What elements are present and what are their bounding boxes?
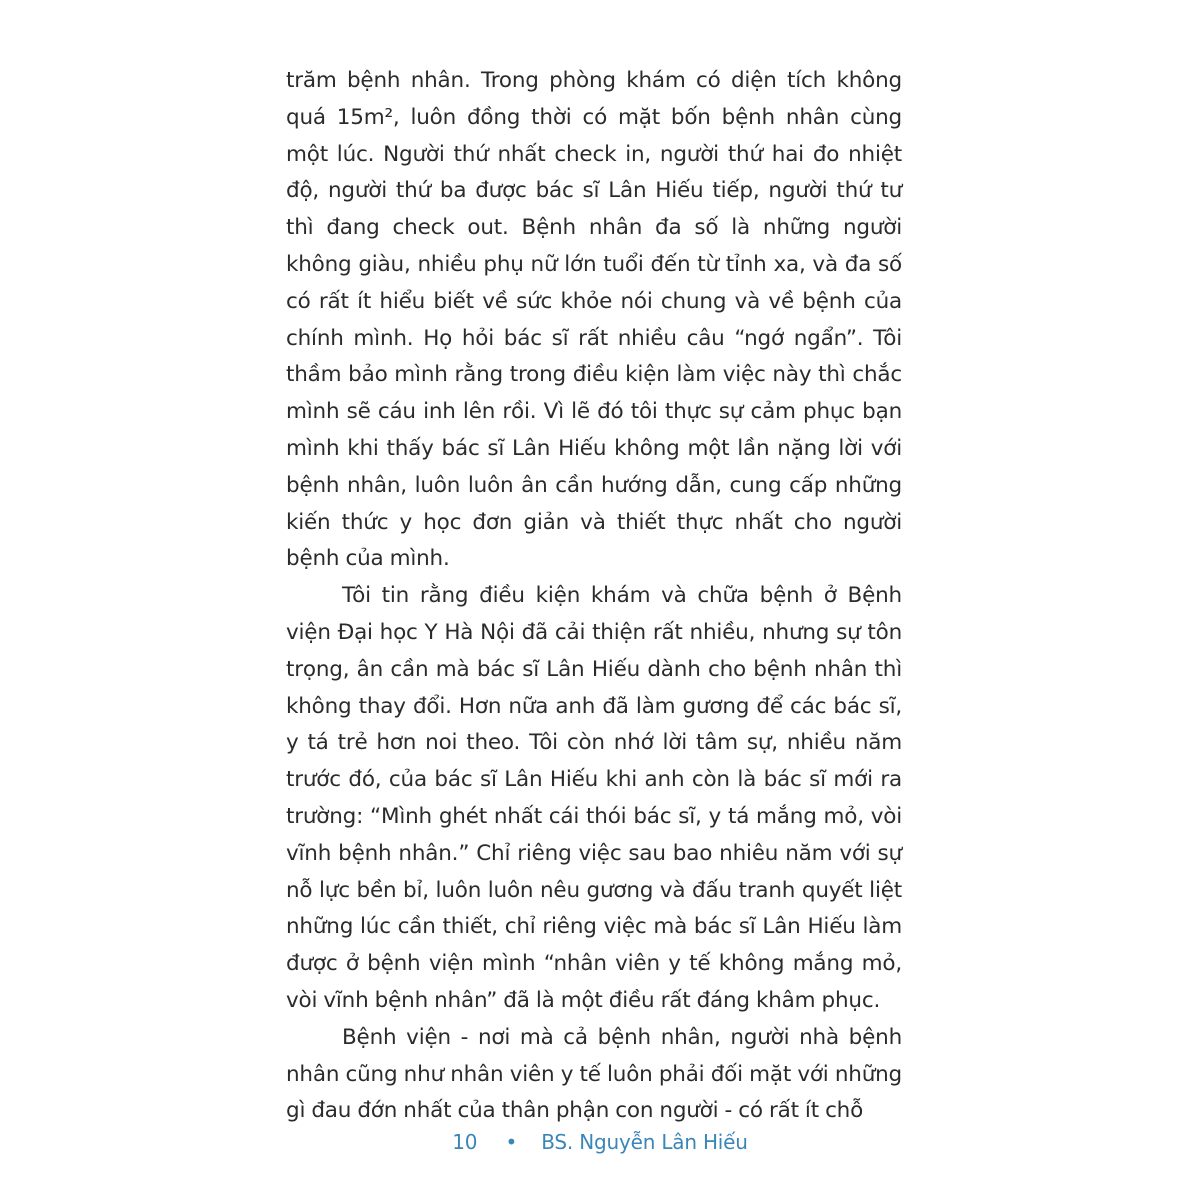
paragraph-1: trăm bệnh nhân. Trong phòng khám có diện tích không quá 15m², luôn đồng thời có mặt bốn bệnh nhân cùng một lúc. Người thứ nhất check in, người thứ hai đo nhiệt độ, người thứ ba được bác sĩ Lân Hiếu tiếp, người thứ tư thì đang check out. Bệnh nhân đa số là những người không giàu, nhiều phụ nữ lớn tuổi đến từ tỉnh xa, và đa số có rất ít hiểu biết về sức khỏe nói chung và về bệnh của chính mình. Họ hỏi bác sĩ rất nhiều câu “ngớ ngẩn”. Tôi thầm bảo mình rằng trong điều kiện làm việc này thì chắc mình sẽ cáu inh lên rồi. Vì lẽ đó tôi thực sự cảm phục bạn mình khi thấy bác sĩ Lân Hiếu không một lần nặng lời với bệnh nhân, luôn luôn ân cần hướng dẫn, cung cấp những kiến thức y học đơn giản và thiết thực nhất cho người bệnh của mình. xyxy=(286,68,902,572)
page-footer xyxy=(0,1130,1200,1154)
page-number: 10 xyxy=(452,1130,478,1154)
body-text xyxy=(286,63,902,1130)
bullet-separator: • xyxy=(505,1130,518,1154)
paragraph-3: Bệnh viện - nơi mà cả bệnh nhân, người nhà bệnh nhân cũng như nhân viên y tế luôn phải đối mặt với những gì đau đớn nhất của thân phận con người - có rất ít chỗ xyxy=(286,1024,902,1124)
paragraph-2: Tôi tin rằng điều kiện khám và chữa bệnh ở Bệnh viện Đại học Y Hà Nội đã cải thiện rất nhiều, nhưng sự tôn trọng, ân cần mà bác sĩ Lân Hiếu dành cho bệnh nhân thì không thay đổi. Hơn nữa anh đã làm gương để các bác sĩ, y tá trẻ hơn noi theo. Tôi còn nhớ lời tâm sự, nhiều năm trước đó, của bác sĩ Lân Hiếu khi anh còn là bác sĩ mới ra trường: “Mình ghét nhất cái thói bác sĩ, y tá mắng mỏ, vòi vĩnh bệnh nhân.” Chỉ riêng việc sau bao nhiêu năm với sự nỗ lực bền bỉ, luôn luôn nêu gương và đấu tranh quyết liệt những lúc cần thiết, chỉ riêng việc mà bác sĩ Lân Hiếu làm được ở bệnh viện mình “nhân viên y tế không mắng mỏ, vòi vĩnh bệnh nhân” đã là một điều rất đáng khâm phục. xyxy=(286,583,902,1013)
footer-author: BS. Nguyễn Lân Hiếu xyxy=(541,1130,748,1154)
